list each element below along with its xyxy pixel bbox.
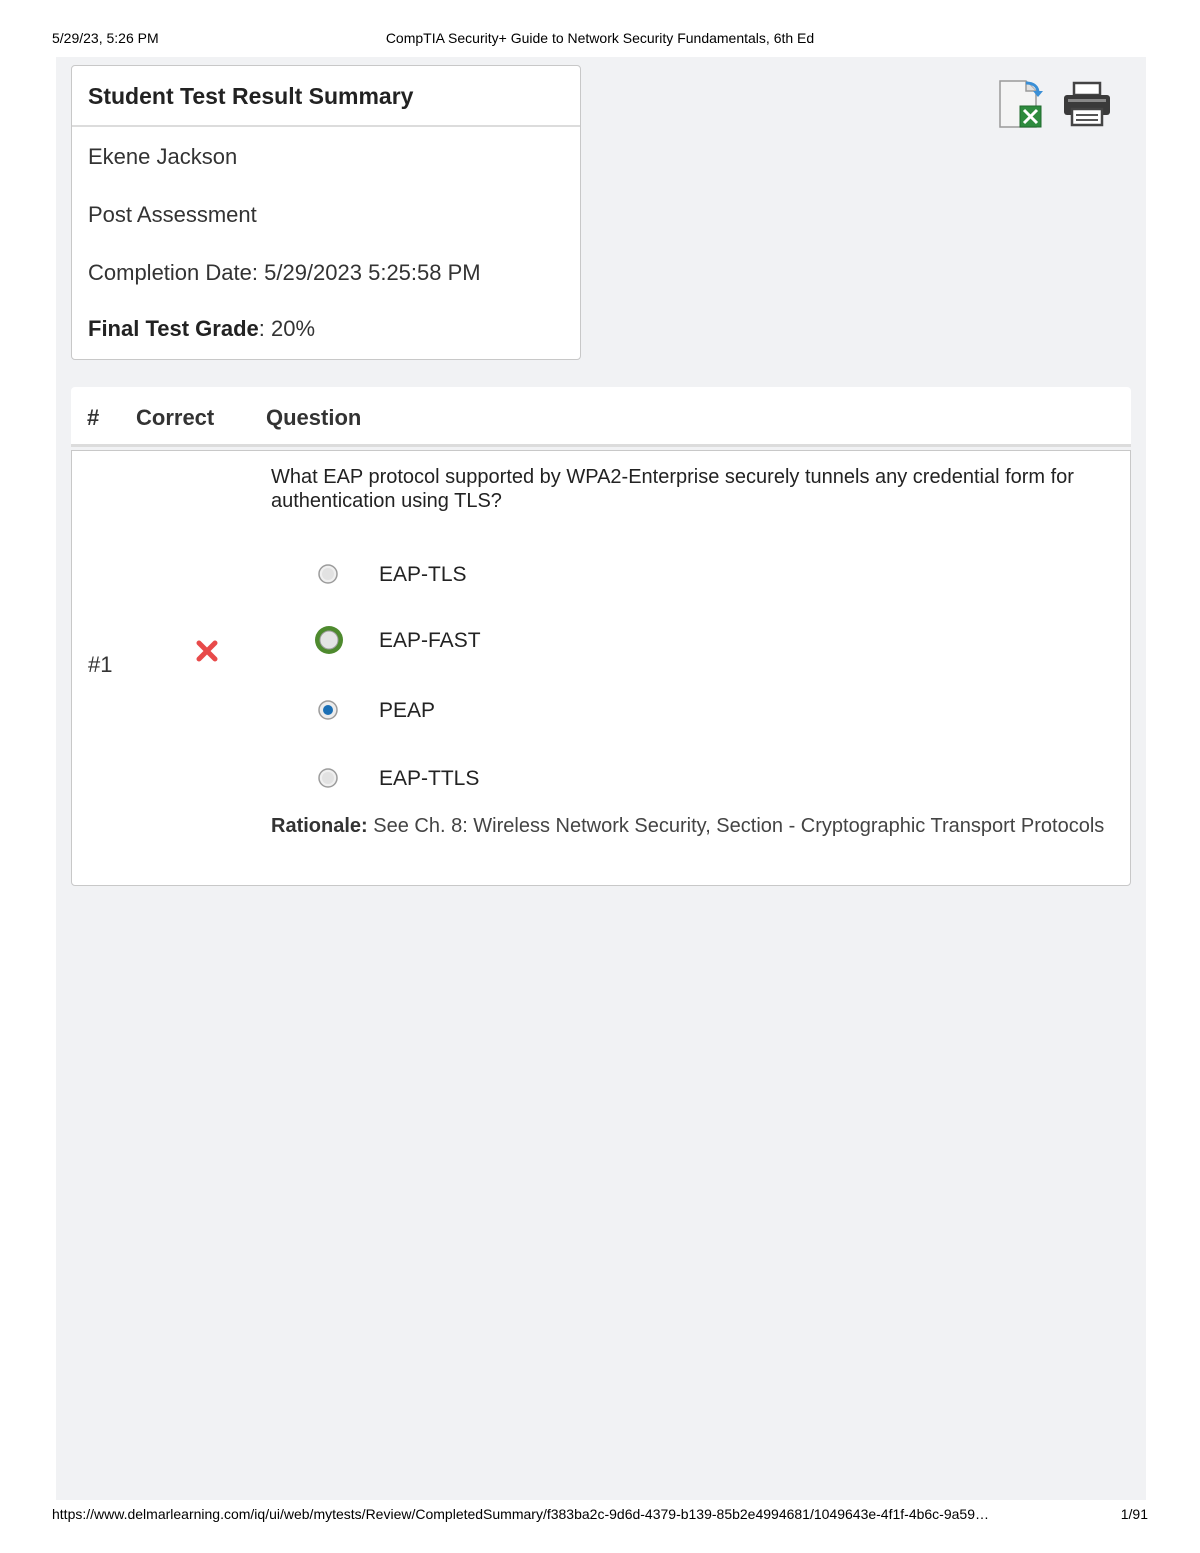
question-text: What EAP protocol supported by WPA2-Enterprise securely tunnels any credential form for authentication using TLS? — [271, 466, 1074, 512]
test-result-summary-card — [71, 65, 581, 360]
summary-heading: Student Test Result Summary — [72, 66, 580, 127]
page-content — [56, 57, 1146, 1500]
column-header-number: # — [87, 405, 100, 430]
rationale-text: See Ch. 8: Wireless Network Security, Section - Cryptographic Transport Protocols — [367, 815, 1105, 837]
results-table — [71, 387, 1131, 886]
answer-label: EAP-FAST — [379, 629, 481, 652]
completion-date — [88, 260, 481, 286]
rationale-label: Rationale: — [271, 815, 368, 837]
print-url: https://www.delmarlearning.com/iq/ui/web/mytests/Review/CompletedSummary/f383ba2c-9d6d-4379-b139-85b2e4994681/1049643e-4f1f-4b6c-9a59… — [52, 1506, 989, 1522]
print-page-number: 1/91 — [1120, 1506, 1148, 1522]
radio-unselected-icon — [317, 563, 339, 585]
completion-date-label: Completion Date: — [88, 260, 258, 285]
wrong-x-icon — [195, 639, 219, 663]
assessment-type: Post Assessment — [88, 202, 257, 227]
print-datetime: 5/29/23, 5:26 PM — [52, 30, 159, 46]
print-header — [52, 30, 1148, 48]
print-document-title: CompTIA Security+ Guide to Network Security Fundamentals, 6th Ed — [385, 30, 815, 46]
completion-date-value: 5/29/2023 5:25:58 PM — [264, 260, 481, 285]
radio-correct-answer-icon — [312, 623, 346, 657]
export-toolbar — [996, 79, 1116, 131]
print-footer — [52, 1506, 1148, 1524]
column-header-correct: Correct — [136, 405, 215, 430]
table-header — [71, 387, 1131, 447]
excel-export-icon[interactable] — [996, 79, 1046, 129]
final-grade-label: Final Test Grade — [88, 316, 259, 341]
rationale — [271, 811, 1121, 841]
answer-label: EAP-TLS — [379, 563, 467, 586]
final-grade-value: : 20% — [258, 316, 316, 341]
final-test-grade — [88, 316, 315, 342]
radio-selected-icon — [317, 699, 339, 721]
column-header-question: Question — [266, 405, 362, 430]
answer-label: EAP-TTLS — [379, 767, 480, 790]
question-number: #1 — [88, 652, 113, 677]
table-row — [71, 450, 1131, 886]
radio-unselected-icon — [317, 767, 339, 789]
answer-label: PEAP — [379, 699, 436, 722]
student-name: Ekene Jackson — [88, 144, 238, 169]
printer-icon[interactable] — [1062, 81, 1112, 127]
